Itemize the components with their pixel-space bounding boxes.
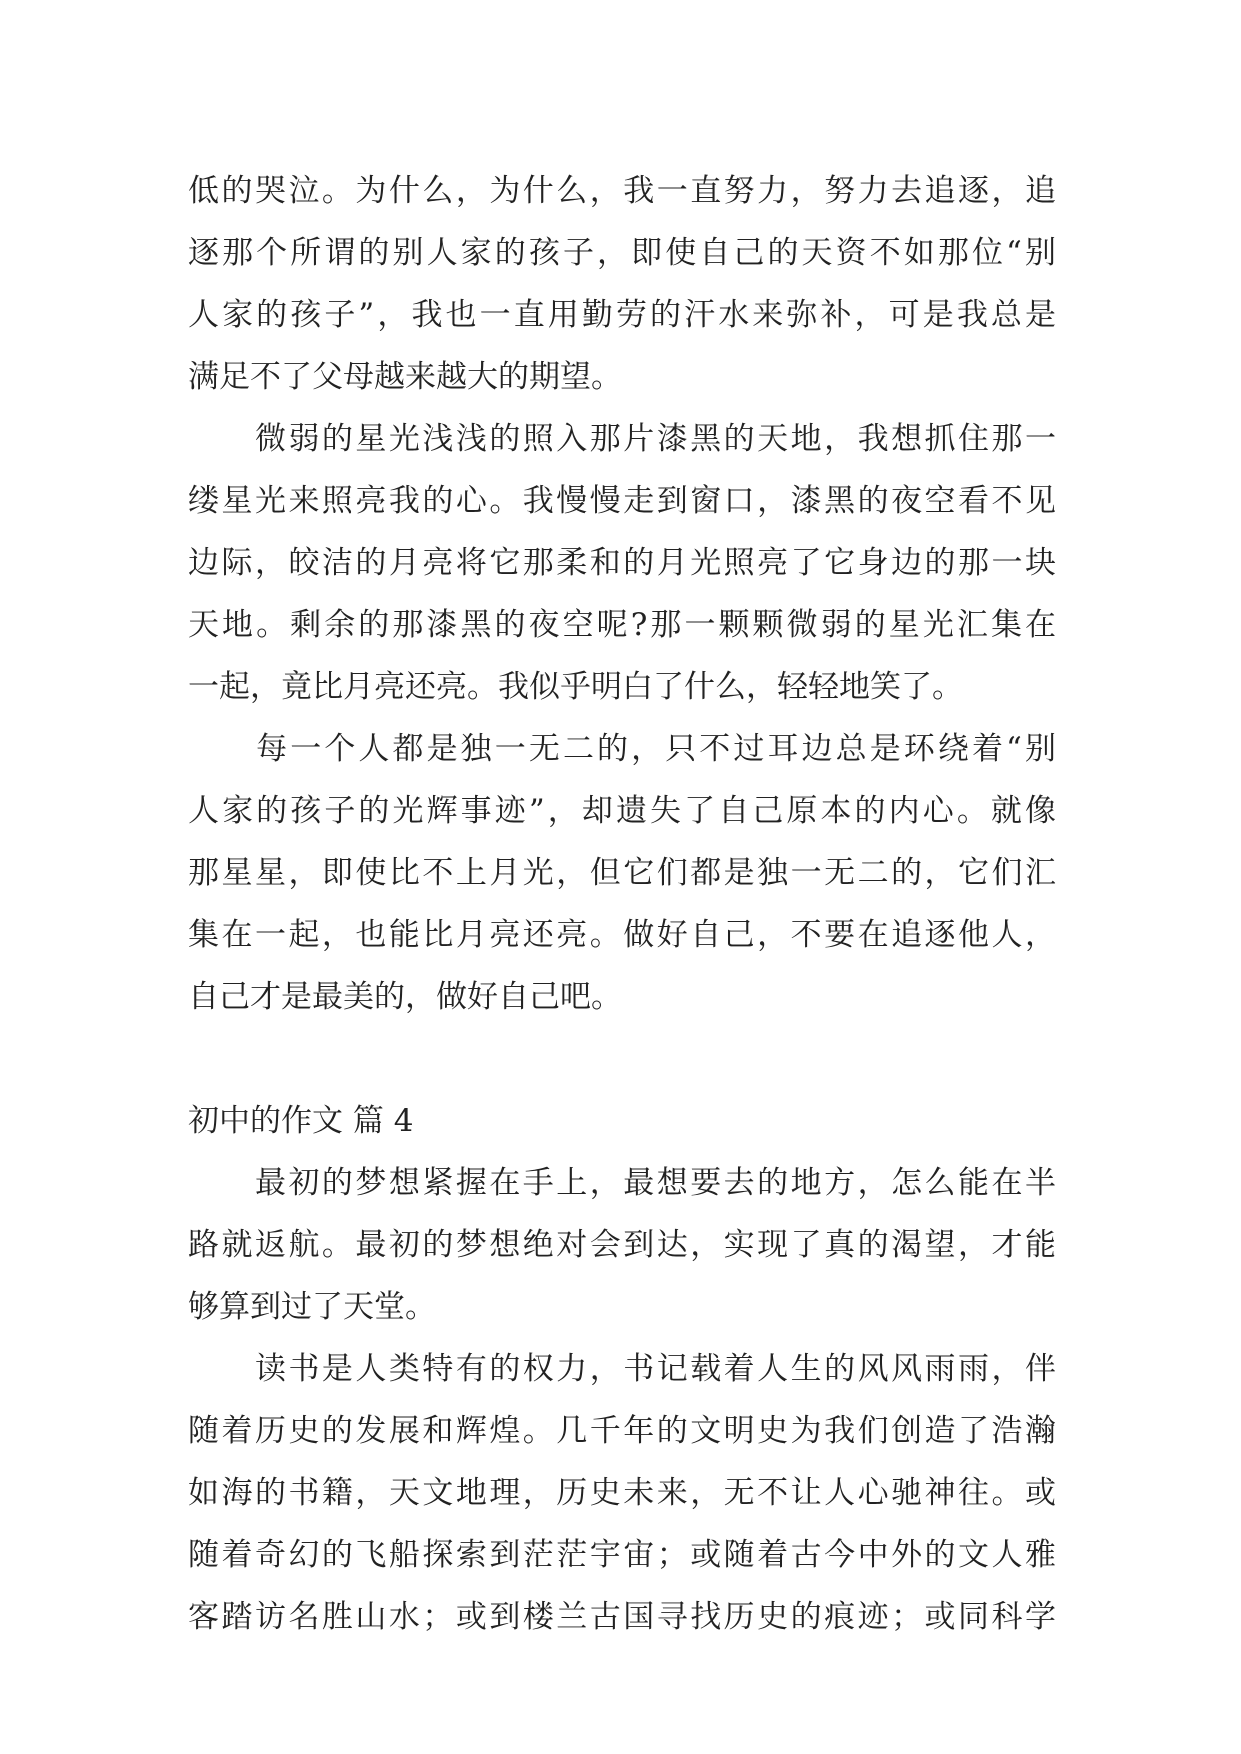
text-line: 天地。剩余的那漆黑的夜空呢?那一颗颗微弱的星光汇集在 [188, 607, 1056, 643]
section-gap [188, 1028, 1056, 1090]
text-line: 路就返航。最初的梦想绝对会到达，实现了真的渴望，才能 [188, 1227, 1056, 1263]
text-line: 边际，皎洁的月亮将它那柔和的月光照亮了它身边的那一块 [188, 545, 1056, 581]
document-page [188, 160, 1056, 1648]
text-line: 人家的孩子的光辉事迹”，却遗失了自己原本的内心。就像 [188, 793, 1056, 829]
text-line: 一起，竟比月亮还亮。我似乎明白了什么，轻轻地笑了。 [188, 669, 963, 705]
text-line: 如海的书籍，天文地理，历史未来，无不让人心驰神往。或 [188, 1475, 1056, 1511]
paragraph [188, 1338, 1056, 1648]
text-line: 人家的孩子”，我也一直用勤劳的汗水来弥补，可是我总是 [188, 297, 1056, 333]
text-line: 每一个人都是独一无二的，只不过耳边总是环绕着“别 [188, 731, 1056, 767]
text-line: 读书是人类特有的权力，书记载着人生的风风雨雨，伴 [188, 1351, 1056, 1387]
text-line: 客踏访名胜山水；或到楼兰古国寻找历史的痕迹；或同科学 [188, 1599, 1056, 1635]
text-line: 那星星，即使比不上月光，但它们都是独一无二的，它们汇 [188, 855, 1056, 891]
text-line: 够算到过了天堂。 [188, 1289, 436, 1325]
text-line: 满足不了父母越来越大的期望。 [188, 359, 622, 395]
paragraph [188, 160, 1056, 408]
text-line: 集在一起，也能比月亮还亮。做好自己，不要在追逐他人， [188, 917, 1056, 953]
paragraph [188, 1152, 1056, 1338]
text-line: 逐那个所谓的别人家的孩子，即使自己的天资不如那位“别 [188, 235, 1056, 271]
text-line: 随着奇幻的飞船探索到茫茫宇宙；或随着古今中外的文人雅 [188, 1537, 1056, 1573]
text-line: 自己才是最美的，做好自己吧。 [188, 979, 622, 1015]
paragraph [188, 718, 1056, 1028]
paragraph [188, 408, 1056, 718]
section-heading: 初中的作文 篇 4 [188, 1103, 414, 1139]
text-line: 缕星光来照亮我的心。我慢慢走到窗口，漆黑的夜空看不见 [188, 483, 1056, 519]
text-line: 最初的梦想紧握在手上，最想要去的地方，怎么能在半 [188, 1165, 1056, 1201]
text-line: 微弱的星光浅浅的照入那片漆黑的天地，我想抓住那一 [188, 421, 1056, 457]
text-line: 低的哭泣。为什么，为什么，我一直努力，努力去追逐，追 [188, 173, 1056, 209]
text-line: 随着历史的发展和辉煌。几千年的文明史为我们创造了浩瀚 [188, 1413, 1056, 1449]
